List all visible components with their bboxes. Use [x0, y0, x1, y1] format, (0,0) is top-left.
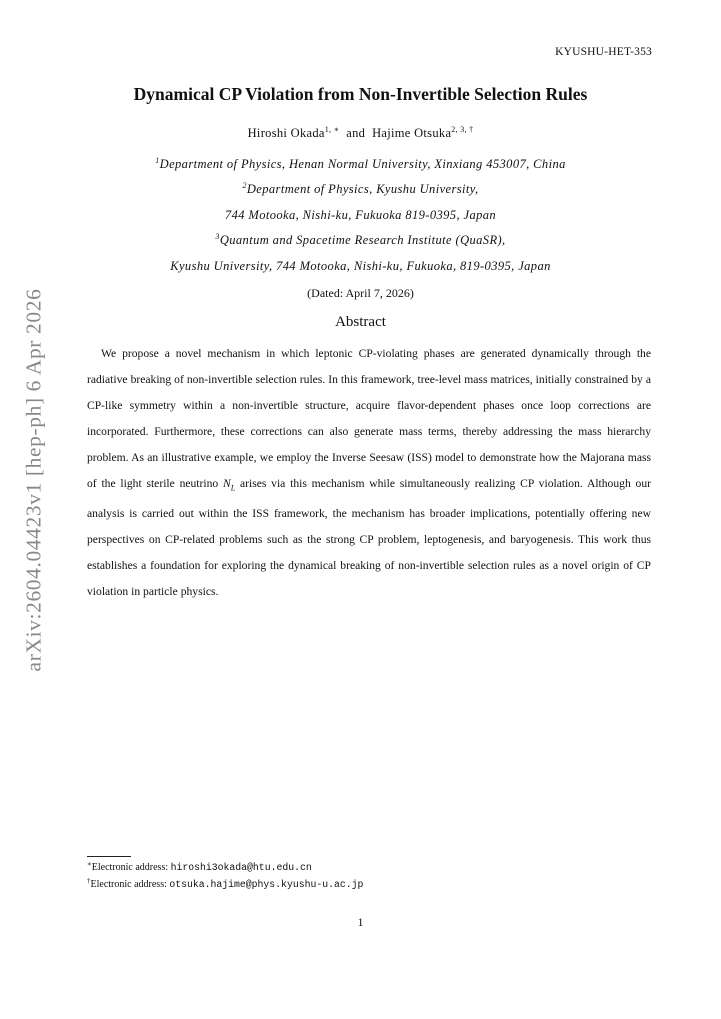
footnote-mark: ∗: [87, 860, 92, 868]
affiliation-2: [0, 182, 721, 197]
footnote-1: [87, 862, 312, 873]
footnote-mark: †: [87, 877, 91, 885]
page-number: 1: [357, 915, 364, 929]
report-number: KYUSHU-HET-353: [555, 46, 652, 58]
affiliation-text: Department of Physics, Henan Normal University, Xinxiang 453007, China: [159, 157, 566, 171]
abstract-text: arises via this mechanism while simultaneously realizing CP violation. Although our analysis is carried out within the ISS framework, the mechanism has broader implications, potentially offering new perspectives on CP-related problems such as the strong CP problem, leptogenesis, and baryogenesis. This work thus establishes a foundation for exploring the dynamical breaking of non-invertible selection rules as a novel origin of CP violation in particle physics.: [87, 477, 651, 599]
footnote-label: Electronic address:: [91, 862, 171, 873]
affiliation-mark: 3: [215, 232, 220, 241]
email-link[interactable]: otsuka.hajime@phys.kyushu-u.ac.jp: [169, 879, 364, 890]
affiliation-1: [0, 157, 721, 172]
math-subscript: L: [230, 483, 236, 493]
footnote-label: Electronic address:: [90, 879, 170, 890]
abstract-body: [87, 341, 651, 605]
paper-title: Dynamical CP Violation from Non-Invertible Selection Rules: [133, 84, 588, 104]
author-name: Hajime Otsuka: [372, 126, 452, 140]
email-link[interactable]: hiroshi3okada@htu.edu.cn: [170, 862, 312, 873]
affiliation-text: Department of Physics, Kyushu University,: [246, 182, 479, 196]
author-name: Hiroshi Okada: [247, 126, 325, 140]
affiliation-mark: 1: [155, 156, 160, 165]
abstract-heading: Abstract: [335, 314, 386, 330]
author-line: [0, 126, 721, 141]
footnote-divider: [87, 856, 131, 857]
footnote-2: [87, 879, 363, 890]
affiliation-2-address: 744 Motooka, Nishi-ku, Fukuoka 819-0395, Japan: [224, 208, 497, 222]
affiliation-mark: 2: [242, 181, 247, 190]
affiliation-text: Quantum and Spacetime Research Institute (QuaSR),: [219, 233, 506, 247]
abstract-text: We propose a novel mechanism in which leptonic CP-violating phases are generated dynamically through the radiative breaking of non-invertible selection rules. In this framework, tree-level mass matrices, initially constrained by a CP-like symmetry within a non-invertible structure, acquire flavor-dependent phases once loop corrections are incorporated. Furthermore, these corrections can also generate mass terms, thereby addressing the mass hierarchy problem. As an illustrative example, we employ the Inverse Seesaw (ISS) model to demonstrate how the Majorana mass of the light sterile neutrino: [87, 347, 651, 490]
date-line: (Dated: April 7, 2026): [307, 286, 414, 300]
affiliation-3-address: Kyushu University, 744 Motooka, Nishi-ku, Fukuoka, 819-0395, Japan: [170, 259, 551, 273]
math-symbol: N: [223, 477, 231, 490]
affiliation-3: [0, 233, 721, 248]
author-conjunction: and: [346, 126, 366, 140]
author-marks: 2, 3, †: [451, 125, 474, 134]
author-marks: 1, ∗: [324, 125, 340, 134]
arxiv-identifier-stamp: arXiv:2604.04423v1 [hep-ph] 6 Apr 2026: [21, 288, 46, 672]
